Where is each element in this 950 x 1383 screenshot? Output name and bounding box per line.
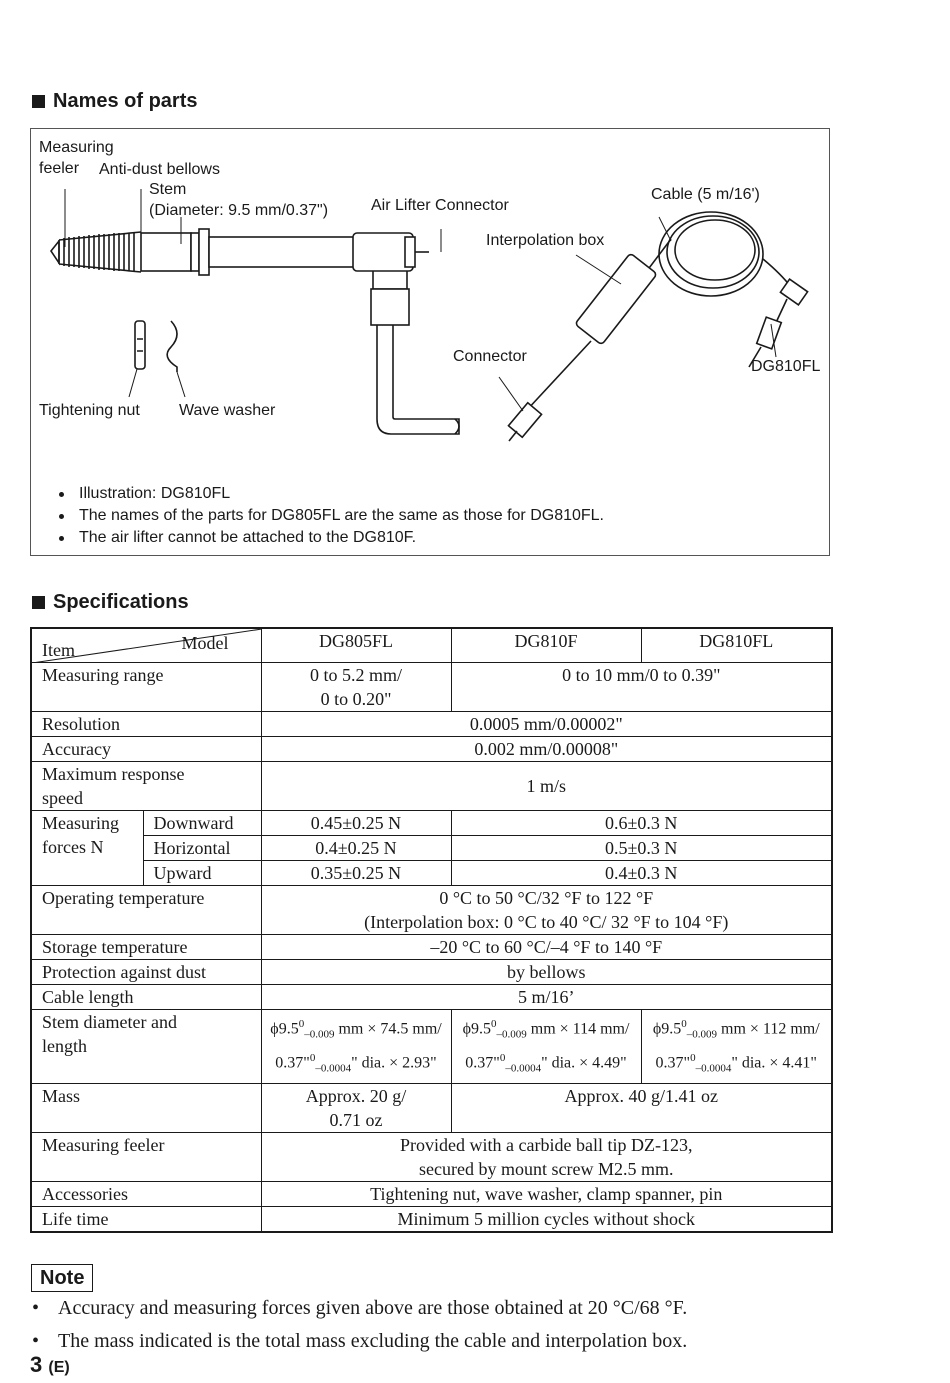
cell-text: 0.37" [275, 1054, 310, 1072]
table-row [31, 628, 832, 662]
spec-heading-text: Specifications [53, 591, 189, 613]
table-row [31, 835, 832, 860]
cell-value: 0.4±0.3 N [451, 860, 832, 885]
tolerance-upper: 0 [681, 1017, 687, 1030]
cell-text: Provided with a carbide ball tip DZ-123, [400, 1134, 693, 1155]
cell-text: Stem diameter and [42, 1011, 177, 1032]
label-interpolation-box: Interpolation box [486, 232, 605, 249]
cell-text: 0 °C to 50 °C/32 °F to 122 °F [439, 887, 654, 908]
cell-value: by bellows [261, 959, 832, 984]
cell-text: ϕ9.5 [462, 1019, 491, 1037]
cell-text: Approx. 20 g/ [305, 1085, 407, 1106]
tolerance-upper: 0 [309, 1052, 316, 1065]
cell-value [261, 1132, 832, 1181]
table-row [31, 1009, 832, 1083]
table-row [31, 761, 832, 810]
label-measuring-feeler-line1: Measuring [39, 139, 114, 156]
cell-value: Tightening nut, wave washer, clamp spanner, pin [261, 1181, 832, 1206]
cell-text: " dia. × 2.93" [351, 1054, 437, 1072]
parts-heading [32, 90, 198, 113]
cell-stem-dg810fl [641, 1009, 832, 1083]
table-row [31, 860, 832, 885]
label-wave-washer: Wave washer [179, 402, 276, 419]
row-label [31, 761, 261, 810]
row-label: Accuracy [31, 736, 261, 761]
row-sublabel: Upward [143, 860, 261, 885]
page-number-suffix: (E) [48, 1359, 70, 1376]
cell-value: 0.4±0.25 N [261, 835, 451, 860]
table-row [31, 934, 832, 959]
tolerance-lower: –0.009 [496, 1028, 527, 1041]
cell-value: 0.5±0.3 N [451, 835, 832, 860]
parts-note: The names of the parts for DG805FL are the same as those for DG810FL. [45, 505, 604, 527]
cell-text: " dia. × 4.41" [731, 1054, 817, 1072]
cell-text: 0.71 oz [329, 1109, 383, 1130]
label-cable: Cable (5 m/16') [651, 186, 760, 203]
label-air-lifter-connector: Air Lifter Connector [371, 197, 509, 214]
row-label: Life time [31, 1206, 261, 1232]
label-connector: Connector [453, 348, 527, 365]
cell-stem-dg810f [451, 1009, 641, 1083]
cell-value: 0.0005 mm/0.00002" [261, 711, 832, 736]
cell-value: 0 to 10 mm/0 to 0.39" [451, 662, 832, 711]
cell-value: Minimum 5 million cycles without shock [261, 1206, 832, 1232]
table-row [31, 736, 832, 761]
cell-text: length [42, 1035, 87, 1056]
label-stem-diameter: (Diameter: 9.5 mm/0.37") [149, 202, 329, 219]
tolerance-lower: –0.0004 [315, 1062, 352, 1075]
cell-text: mm × 114 mm/ [526, 1019, 630, 1037]
label-anti-dust-bellows: Anti-dust bellows [99, 161, 220, 178]
cell-text: 0.37" [465, 1054, 500, 1072]
row-sublabel: Horizontal [143, 835, 261, 860]
header-model: Model [181, 633, 229, 653]
spec-heading [32, 591, 189, 614]
table-row [31, 959, 832, 984]
tolerance-lower: –0.0004 [695, 1062, 732, 1075]
cell-value: 0.45±0.25 N [261, 810, 451, 835]
cell-text: 0.37" [655, 1054, 691, 1072]
row-label: Accessories [31, 1181, 261, 1206]
cell-value: 0.35±0.25 N [261, 860, 451, 885]
table-row [31, 885, 832, 934]
page-number [30, 1352, 70, 1378]
cell-value [261, 662, 451, 711]
row-label: Measuring feeler [31, 1132, 261, 1181]
label-model: DG810FL [751, 358, 821, 375]
tolerance-upper: 0 [499, 1052, 506, 1065]
cell-value: Approx. 40 g/1.41 oz [451, 1083, 832, 1132]
cell-text: secured by mount screw M2.5 mm. [419, 1158, 674, 1179]
table-row [31, 1083, 832, 1132]
table-row [31, 1132, 832, 1181]
parts-illustration-box [30, 128, 830, 556]
header-dg810f: DG810F [451, 628, 641, 662]
label-stem: Stem [149, 181, 187, 198]
square-bullet-icon [32, 95, 45, 108]
cell-value: 1 m/s [261, 761, 832, 810]
table-row [31, 711, 832, 736]
tolerance-lower: –0.0004 [505, 1062, 542, 1075]
label-tightening-nut: Tightening nut [39, 402, 140, 419]
table-row [31, 662, 832, 711]
note-item: • Accuracy and measuring forces given above are those obtained at 20 °C/68 °F. [30, 1292, 687, 1325]
parts-note: The air lifter cannot be attached to the DG810F. [45, 527, 604, 549]
row-label: Protection against dust [31, 959, 261, 984]
cell-value [261, 885, 832, 934]
header-model-item-cell [31, 628, 261, 662]
cell-value [261, 1083, 451, 1132]
cell-text: 0 to 5.2 mm/ [309, 664, 402, 685]
note-item: • The mass indicated is the total mass excluding the cable and interpolation box. [30, 1325, 687, 1358]
tolerance-upper: 0 [491, 1017, 497, 1030]
cell-text: ϕ9.5 [652, 1019, 682, 1037]
table-row [31, 1206, 832, 1232]
row-label [31, 810, 143, 885]
page-number-value: 3 [30, 1352, 43, 1377]
note-title: Note [31, 1264, 93, 1292]
row-label: Operating temperature [31, 885, 261, 934]
row-label: Mass [31, 1083, 261, 1132]
cell-value: –20 °C to 60 °C/–4 °F to 140 °F [261, 934, 832, 959]
tolerance-lower: –0.009 [304, 1028, 335, 1041]
row-label: Storage temperature [31, 934, 261, 959]
row-sublabel: Downward [143, 810, 261, 835]
cell-text: 0 to 0.20" [320, 688, 392, 709]
row-label [31, 1009, 261, 1083]
cell-text: Measuring [42, 812, 119, 833]
parts-heading-text: Names of parts [53, 90, 198, 112]
table-row [31, 1181, 832, 1206]
table-row [31, 984, 832, 1009]
tolerance-lower: –0.009 [686, 1028, 717, 1041]
square-bullet-icon [32, 596, 45, 609]
row-label: Cable length [31, 984, 261, 1009]
tolerance-upper: 0 [298, 1017, 305, 1030]
header-dg810fl: DG810FL [641, 628, 832, 662]
cell-value: 5 m/16’ [261, 984, 832, 1009]
label-measuring-feeler-line2: feeler [39, 160, 80, 177]
cell-text: mm × 112 mm/ [717, 1019, 820, 1037]
cell-text: mm × 74.5 mm/ [334, 1019, 442, 1037]
cell-text: forces N [42, 836, 104, 857]
cell-text: speed [42, 787, 83, 808]
cell-value: 0.6±0.3 N [451, 810, 832, 835]
tolerance-upper: 0 [690, 1052, 696, 1065]
cell-text: Maximum response [42, 763, 185, 784]
row-label: Measuring range [31, 662, 261, 711]
parts-note: Illustration: DG810FL [45, 483, 604, 505]
header-dg805fl: DG805FL [261, 628, 451, 662]
cell-text: " dia. × 4.49" [541, 1054, 627, 1072]
table-row [31, 810, 832, 835]
cell-stem-dg805fl [261, 1009, 451, 1083]
spec-table [30, 627, 833, 1233]
parts-notes-list [45, 483, 604, 549]
note-list [30, 1292, 687, 1358]
row-label: Resolution [31, 711, 261, 736]
cell-text: ϕ9.5 [270, 1019, 299, 1037]
cell-value: 0.002 mm/0.00008" [261, 736, 832, 761]
header-item: Item [42, 639, 75, 660]
cell-text: (Interpolation box: 0 °C to 40 °C/ 32 °F to 104 °F) [364, 911, 729, 932]
